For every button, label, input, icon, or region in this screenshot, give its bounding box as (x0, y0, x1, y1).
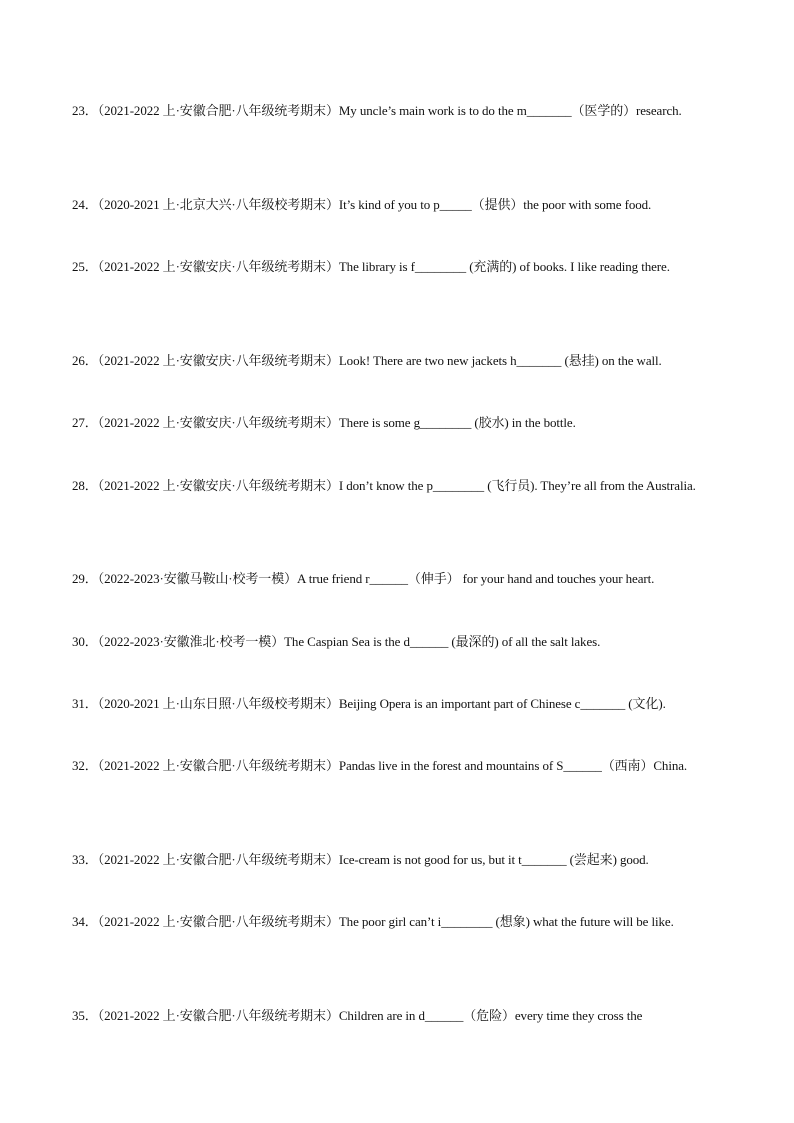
question-number: 31． (72, 696, 98, 711)
question-text: My uncle’s main work is to do the m_______（医学的）research. (338, 103, 682, 118)
question-source: （2021-2022 上·安徽合肥·八年级统考期末） (97, 1008, 339, 1023)
question-27 (72, 407, 724, 438)
question-number: 28． (72, 478, 98, 493)
question-text: A true friend r______（伸手） for your hand and touches your heart. (297, 571, 655, 586)
question-23 (72, 95, 724, 126)
question-number: 32． (72, 758, 98, 773)
question-text: It’s kind of you to p_____（提供）the poor with some food. (338, 197, 652, 212)
question-number: 30． (72, 634, 98, 649)
question-number: 24． (72, 197, 98, 212)
question-number: 26． (72, 353, 98, 368)
question-number: 29． (72, 571, 98, 586)
question-35 (72, 1000, 724, 1031)
question-31 (72, 688, 724, 719)
question-text: There is some g________ (胶水) in the bottle. (338, 415, 576, 430)
question-number: 23． (72, 103, 98, 118)
question-source: （2020-2021 上·山东日照·八年级校考期末） (97, 696, 339, 711)
question-source: （2021-2022 上·安徽合肥·八年级统考期末） (97, 852, 339, 867)
question-source: （2021-2022 上·安徽合肥·八年级统考期末） (97, 914, 339, 929)
question-source: （2021-2022 上·安徽安庆·八年级统考期末） (97, 415, 339, 430)
question-number: 34． (72, 914, 98, 929)
question-29 (72, 563, 724, 594)
question-source: （2022-2023·安徽淮北·校考一模） (97, 634, 285, 649)
question-number: 35． (72, 1008, 98, 1023)
question-text: Look! There are two new jackets h_______ (悬挂) on the wall. (338, 353, 662, 368)
question-source: （2022-2023·安徽马鞍山·校考一模） (97, 571, 297, 586)
question-text: Children are in d______（危险）every time they cross the (338, 1008, 643, 1023)
question-text: The library is f________ (充满的) of books. I like reading there. (338, 259, 670, 274)
question-32 (72, 750, 724, 781)
question-25 (72, 251, 724, 282)
question-33 (72, 844, 724, 875)
question-source: （2021-2022 上·安徽安庆·八年级统考期末） (97, 478, 339, 493)
question-source: （2021-2022 上·安徽安庆·八年级统考期末） (97, 353, 339, 368)
question-number: 27． (72, 415, 98, 430)
question-30 (72, 626, 724, 657)
question-text: Ice-cream is not good for us, but it t_______ (尝起来) good. (338, 852, 649, 867)
question-28 (72, 470, 724, 501)
question-26 (72, 345, 724, 376)
question-text: I don’t know the p________ (飞行员). They’re all from the Australia. (338, 478, 696, 493)
question-number: 33． (72, 852, 98, 867)
question-source: （2021-2022 上·安徽合肥·八年级统考期末） (97, 758, 339, 773)
question-source: （2020-2021 上·北京大兴·八年级校考期末） (97, 197, 339, 212)
question-text: Pandas live in the forest and mountains of S______（西南）China. (338, 758, 688, 773)
question-34 (72, 906, 724, 937)
question-text: Beijing Opera is an important part of Chinese c_______ (文化). (338, 696, 666, 711)
question-source: （2021-2022 上·安徽安庆·八年级统考期末） (97, 259, 339, 274)
question-number: 25． (72, 259, 98, 274)
question-24 (72, 189, 724, 220)
question-source: （2021-2022 上·安徽合肥·八年级统考期末） (97, 103, 339, 118)
question-text: The poor girl can’t i________ (想象) what the future will be like. (338, 914, 674, 929)
question-text: The Caspian Sea is the d______ (最深的) of all the salt lakes. (284, 634, 601, 649)
